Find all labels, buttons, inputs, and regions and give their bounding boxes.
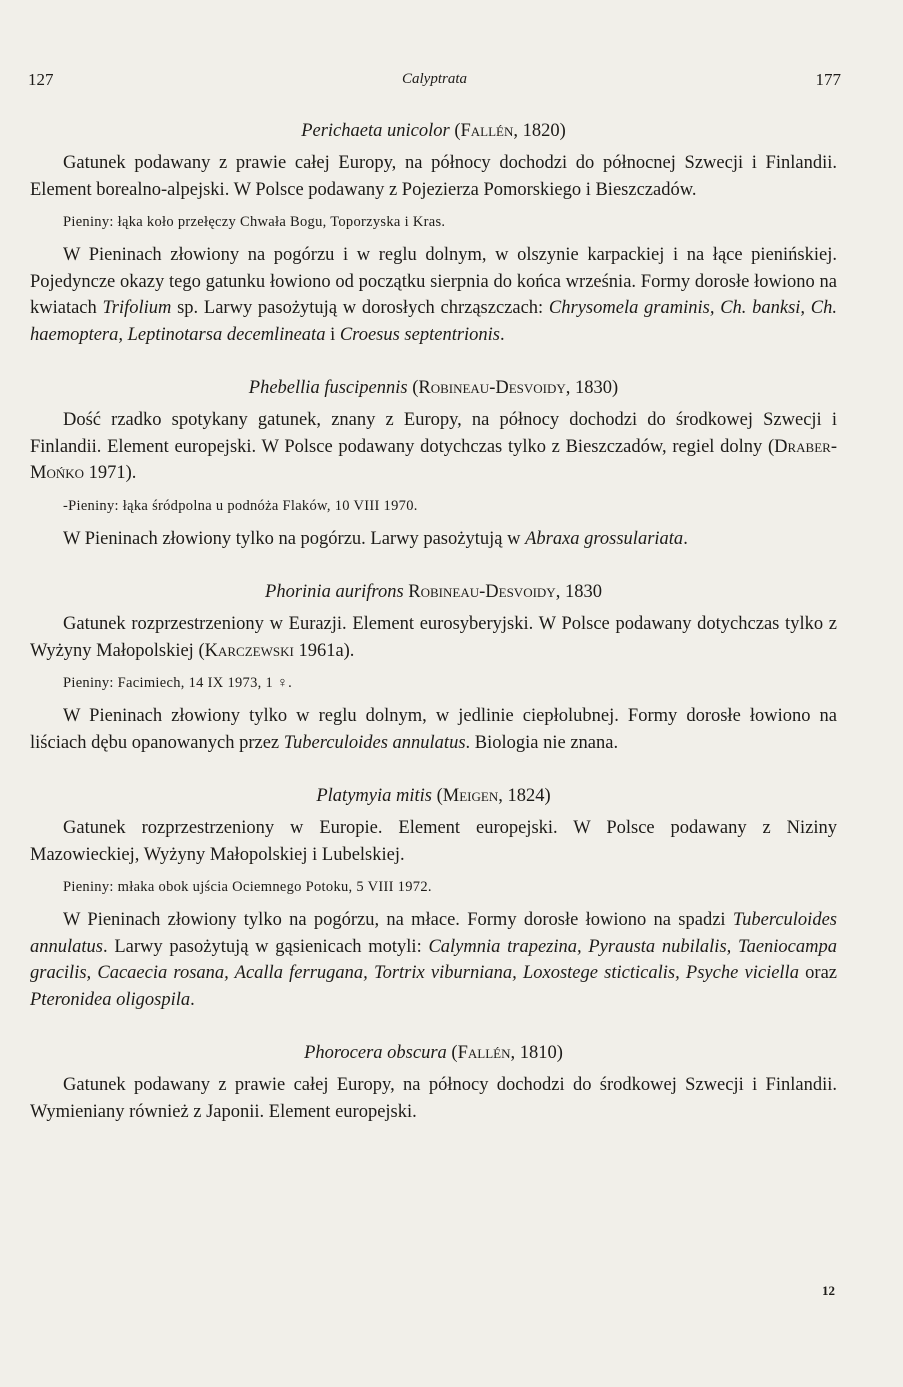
ecology-paragraph	[30, 907, 837, 1013]
header-title: Calyptrata	[401, 71, 467, 87]
species-section	[30, 375, 837, 552]
text-run: oraz	[798, 963, 837, 983]
ecology-paragraph	[30, 703, 837, 756]
distribution-paragraph: Gatunek podawany z prawie całej Europy, na północy dochodzi do północnej Szwecji i Finlandii. Element borealno-alpejski. W Polsce podawany z Pojezierza Pomorskiego i Bieszczadów.	[30, 153, 837, 200]
taxon-name: Calymnia trapezina, Pyrausta nubilalis, Taeniocampa gracilis, Cacaecia rosana, Acalla ferrugana, Tortrix viburniana, Loxostege sticticalis, Psyche viciella	[30, 936, 837, 983]
author-year: , 1830	[555, 582, 602, 602]
ecology-paragraph	[30, 242, 837, 348]
locality-note: Pieniny: Facimiech, 14 IX 1973, 1 ♀.	[63, 675, 293, 691]
distribution-paragraph: Gatunek rozprzestrzeniony w Europie. Element europejski. W Polsce podawany z Niziny Mazowieckiej, Wyżyny Małopolskiej i Lubelskiej.	[30, 818, 837, 865]
locality-note: Pieniny: młaka obok ujścia Ociemnego Potoku, 5 VIII 1972.	[63, 879, 432, 895]
locality-note: Pieniny: łąka koło przełęczy Chwała Bogu, Toporzyska i Kras.	[63, 214, 446, 230]
text-run: Dość rzadko spotykany gatunek, znany z Europy, na północy dochodzi do środkowej Szwecji i Finlandii. Element europejski. W Polsce podawany dotychczas tylko z Bieszczadów, regiel dolny (	[30, 410, 837, 457]
author-open: (	[436, 786, 443, 806]
taxon-name: Pteronidea oligospila	[30, 989, 191, 1010]
species-heading	[30, 118, 837, 144]
author-year: , 1824)	[498, 786, 551, 806]
species-name: Platymyia mitis	[316, 786, 432, 806]
species-section	[30, 1040, 837, 1125]
author-year: , 1810)	[510, 1043, 563, 1063]
species-name: Perichaeta unicolor	[301, 121, 450, 141]
distribution-paragraph: Gatunek podawany z prawie całej Europy, na północy dochodzi do środkowej Szwecji i Finlandii. Wymieniany również z Japonii. Element europejski.	[30, 1075, 837, 1122]
text-run: sp. Larwy pasożytują w dorosłych chrząszczach:	[171, 298, 549, 318]
taxon-name: Croesus septentrionis	[339, 324, 501, 345]
taxon-name: Abraxa grossulariata	[525, 528, 684, 549]
species-heading	[30, 1040, 837, 1066]
species-author: Robineau-Desvoidy	[418, 378, 566, 398]
text-run: .	[500, 324, 505, 345]
distribution-paragraph	[30, 611, 837, 664]
species-author: Robineau-Desvoidy	[408, 582, 556, 602]
species-author: Meigen	[442, 786, 499, 806]
species-name: Phorinia aurifrons	[265, 582, 404, 602]
author-open: (	[454, 121, 461, 141]
author-year: , 1820)	[513, 121, 566, 141]
ecology-paragraph	[30, 526, 837, 553]
species-heading	[30, 375, 837, 401]
text-run: .	[190, 989, 195, 1010]
species-name: Phorocera obscura	[304, 1043, 447, 1063]
text-run: W Pieninach złowiony tylko na pogórzu. Larwy pasożytują w	[63, 528, 526, 549]
author-year: , 1830)	[565, 378, 619, 398]
text-run: Gatunek rozprzestrzeniony w Eurazji. Element eurosyberyjski. W Polsce podawany dotychczas tylko z Wyżyny Małopolskiej (	[30, 614, 837, 661]
species-section	[30, 579, 837, 756]
text-run: W Pieninach złowiony tylko w reglu dolnym, w jedlinie ciepłolubnej. Formy dorosłe łowiono na liściach dębu opanowanych przez	[30, 706, 837, 753]
text-run: W Pieninach złowiony tylko na pogórzu, na młace. Formy dorosłe łowiono na spadzi	[63, 910, 733, 930]
text-run: W Pieninach złowiony na pogórzu i w reglu dolnym, w olszynie karpackiej i na łące pienińskiej. Pojedyncze okazy tego gatunku łowiono od początku sierpnia do końca września. Formy dorosłe łowiono na kwiatach	[30, 245, 837, 318]
text-run: .	[683, 528, 688, 549]
text-run: 1961a).	[293, 640, 355, 661]
species-name: Phebellia fuscipennis	[248, 378, 408, 398]
species-heading	[30, 579, 837, 605]
species-heading	[30, 783, 837, 809]
taxon-name: Tuberculoides annulatus	[283, 732, 466, 753]
header-left-number: 127	[28, 70, 54, 89]
running-header	[28, 70, 841, 94]
text-run: . Larwy pasożytują w gąsienicach motyli:	[102, 936, 429, 957]
taxon-name: Chrysomela graminis, Ch. banksi, Ch. haemoptera, Leptinotarsa decemlineata	[30, 298, 837, 345]
species-author: Fallén	[460, 121, 514, 141]
author-open: (	[451, 1043, 458, 1063]
text-run: i	[325, 324, 340, 345]
article-body	[30, 118, 837, 1152]
species-section	[30, 118, 837, 348]
distribution-paragraph	[30, 407, 837, 487]
cited-author: Karczewski	[204, 640, 294, 661]
locality-note: -Pieniny: łąka śródpolna u podnóża Flaków, 10 VIII 1970.	[63, 497, 418, 514]
author-open: (	[412, 378, 419, 398]
species-section	[30, 783, 837, 1013]
species-author: Fallén	[457, 1043, 511, 1063]
text-run: 1971).	[84, 463, 137, 483]
text-run: . Biologia nie znana.	[465, 732, 619, 753]
taxon-name: Tuberculoides annulatus	[30, 910, 837, 957]
footer-page-number: 12	[822, 1283, 835, 1298]
taxon-name: Trifolium	[102, 298, 172, 318]
cited-author: Draber-Mońko	[30, 436, 837, 483]
header-page-number: 177	[815, 70, 841, 89]
